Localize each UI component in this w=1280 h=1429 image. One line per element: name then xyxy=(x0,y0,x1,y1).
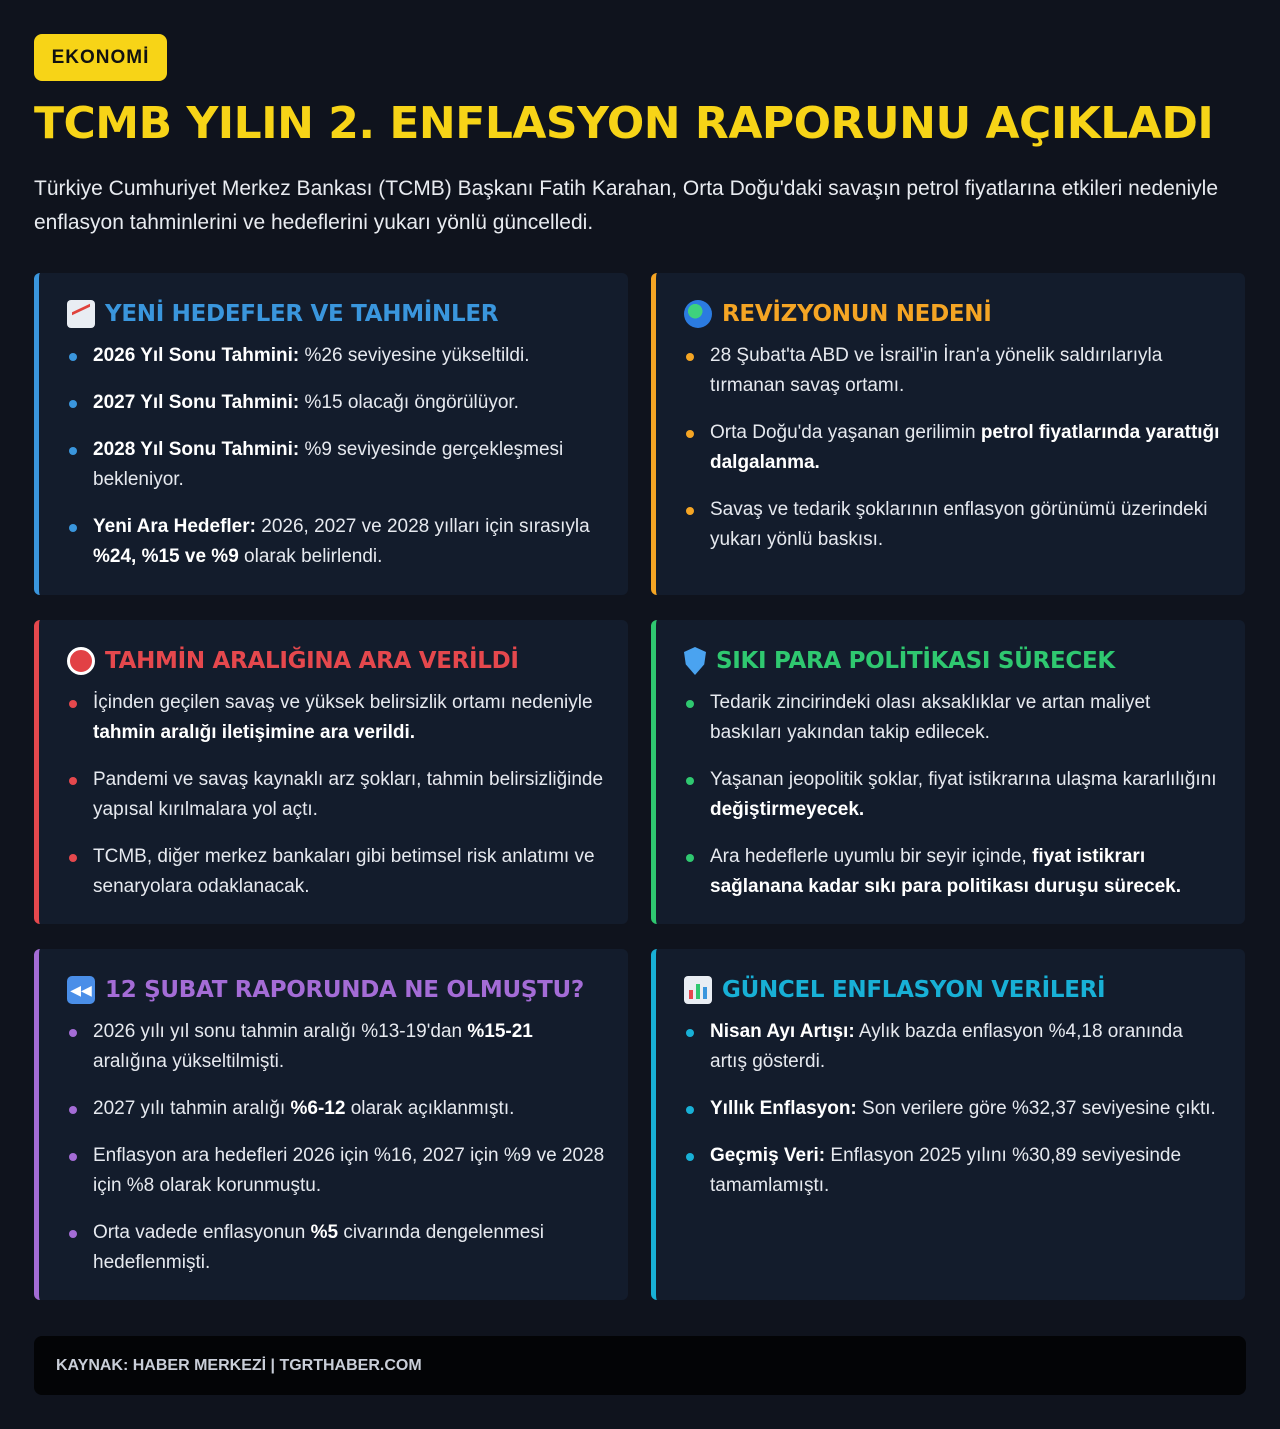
card-title: SIKI PARA POLİTİKASI SÜRECEK xyxy=(716,648,1115,674)
list-item: Orta vadede enflasyonun %5 civarında dengelenmesi hedeflenmişti. xyxy=(67,1218,606,1278)
card-list xyxy=(67,1017,606,1278)
card-header xyxy=(684,297,1223,331)
card-list xyxy=(684,341,1223,555)
list-item: Pandemi ve savaş kaynaklı arz şokları, tahmin belirsizliğinde yapısal kırılmalara yol açtı. xyxy=(67,765,606,825)
list-item: Yıllık Enflasyon: Son verilere göre %32,37 seviyesine çıktı. xyxy=(684,1094,1223,1124)
card-title: 12 ŞUBAT RAPORUNDA NE OLMUŞTU? xyxy=(105,977,584,1003)
list-item: 2026 yılı yıl sonu tahmin aralığı %13-19'dan %15-21 aralığına yükseltilmişti. xyxy=(67,1017,606,1077)
card-new-targets xyxy=(34,273,628,595)
list-item: 2028 Yıl Sonu Tahmini: %9 seviyesinde gerçekleşmesi bekleniyor. xyxy=(67,435,606,495)
card-forecast-range-paused xyxy=(34,620,628,924)
card-list xyxy=(684,1017,1223,1201)
card-current-inflation xyxy=(651,949,1245,1300)
globe-icon xyxy=(684,300,712,328)
card-february-report xyxy=(34,949,628,1300)
card-list xyxy=(67,688,606,902)
card-title: TAHMİN ARALIĞINA ARA VERİLDİ xyxy=(105,648,519,674)
list-item: Geçmiş Veri: Enflasyon 2025 yılını %30,89 seviyesinde tamamlamıştı. xyxy=(684,1141,1223,1201)
category-badge: EKONOMİ xyxy=(34,34,167,81)
list-item: 2027 Yıl Sonu Tahmini: %15 olacağı öngörülüyor. xyxy=(67,388,606,418)
shield-icon xyxy=(684,647,706,675)
intro-text: Türkiye Cumhuriyet Merkez Bankası (TCMB) Başkanı Fatih Karahan, Orta Doğu'daki savaşın petrol fiyatlarına etkileri nedeniyle enflasyon tahminlerini ve hedeflerini yukarı yönlü güncelledi. xyxy=(34,177,1219,234)
card-header xyxy=(67,297,606,331)
list-item: Yaşanan jeopolitik şoklar, fiyat istikrarına ulaşma kararlılığını değiştirmeyecek. xyxy=(684,765,1223,825)
list-item: TCMB, diğer merkez bankaları gibi betimsel risk anlatımı ve senaryolara odaklanacak. xyxy=(67,842,606,902)
page-title: TCMB YILIN 2. ENFLASYON RAPORUNU AÇIKLADI xyxy=(34,98,1214,149)
card-header xyxy=(67,644,606,678)
list-item: Orta Doğu'da yaşanan gerilimin petrol fiyatlarında yarattığı dalgalanma. xyxy=(684,418,1223,478)
source-footer: KAYNAK: HABER MERKEZİ | TGRTHABER.COM xyxy=(34,1336,1246,1395)
card-header xyxy=(684,973,1223,1007)
list-item: Tedarik zincirindeki olası aksaklıklar ve artan maliyet baskıları yakından takip edilecek. xyxy=(684,688,1223,748)
rewind-icon: ◀◀ xyxy=(67,976,95,1004)
bar-chart-icon xyxy=(684,976,712,1004)
list-item: Enflasyon ara hedefleri 2026 için %16, 2027 için %9 ve 2028 için %8 olarak korunmuştu. xyxy=(67,1141,606,1201)
card-header xyxy=(684,644,1223,678)
list-item: Ara hedeflerle uyumlu bir seyir içinde, fiyat istikrarı sağlanana kadar sıkı para politikası duruşu sürecek. xyxy=(684,842,1223,902)
card-title: YENİ HEDEFLER VE TAHMİNLER xyxy=(105,301,499,327)
card-title: REVİZYONUN NEDENİ xyxy=(722,301,992,327)
card-list xyxy=(684,688,1223,902)
stop-sign-icon xyxy=(67,647,95,675)
list-item: 2027 yılı tahmin aralığı %6-12 olarak açıklanmıştı. xyxy=(67,1094,606,1124)
card-list xyxy=(67,341,606,572)
list-item: 2026 Yıl Sonu Tahmini: %26 seviyesine yükseltildi. xyxy=(67,341,606,371)
list-item: 28 Şubat'ta ABD ve İsrail'in İran'a yönelik saldırılarıyla tırmanan savaş ortamı. xyxy=(684,341,1223,401)
card-title: GÜNCEL ENFLASYON VERİLERİ xyxy=(722,977,1106,1003)
list-item: Yeni Ara Hedefler: 2026, 2027 ve 2028 yılları için sırasıyla %24, %15 ve %9 olarak belirlendi. xyxy=(67,512,606,572)
card-revision-reason xyxy=(651,273,1245,595)
card-tight-policy xyxy=(651,620,1245,924)
card-header xyxy=(67,973,606,1007)
list-item: Nisan Ayı Artışı: Aylık bazda enflasyon %4,18 oranında artış gösterdi. xyxy=(684,1017,1223,1077)
list-item: İçinden geçilen savaş ve yüksek belirsizlik ortamı nedeniyle tahmin aralığı iletişimine ara verildi. xyxy=(67,688,606,748)
chart-increasing-icon xyxy=(67,300,95,328)
list-item: Savaş ve tedarik şoklarının enflasyon görünümü üzerindeki yukarı yönlü baskısı. xyxy=(684,495,1223,555)
